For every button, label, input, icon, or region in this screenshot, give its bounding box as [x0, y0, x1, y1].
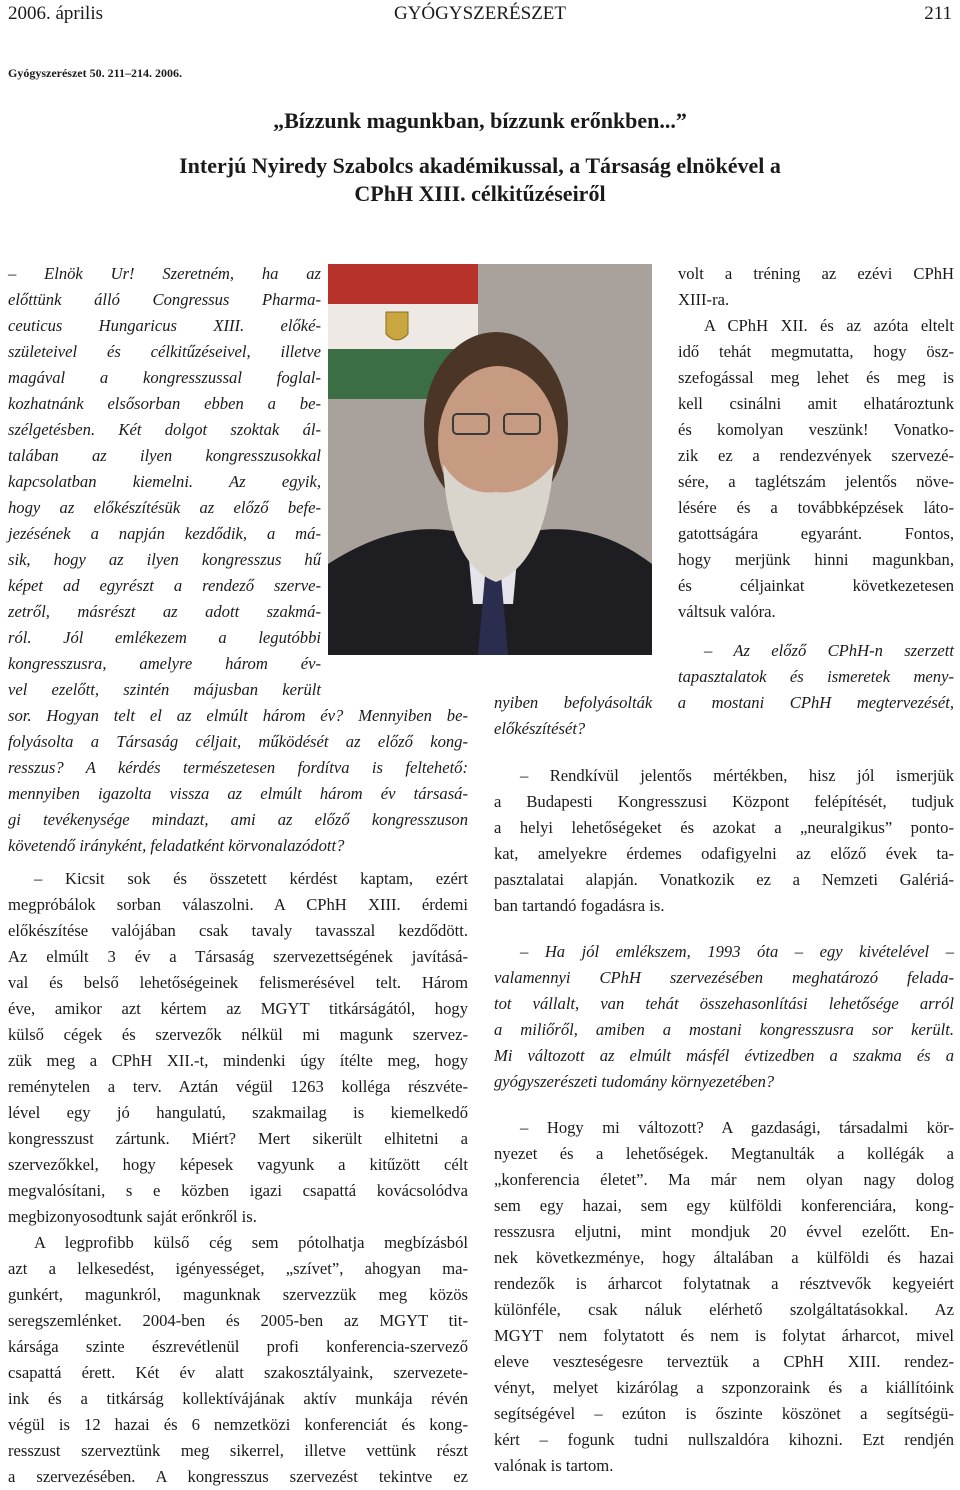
answer-3-line: resszusra eljutni, mint mondjuk 20 évvel ezelőtt. En-: [494, 1222, 954, 1241]
answer-1-line: megbizonyosodtunk saját erőnkről is.: [8, 1207, 257, 1226]
answer-1-line: XIII-ra.: [678, 290, 730, 309]
answer-1-line: sére, a taglétszám jelentős növe-: [678, 472, 954, 491]
answer-2-line: ban tartandó fogadásra is.: [494, 896, 665, 915]
question-1-line: vel ezelőtt, szintén májusban került: [8, 680, 321, 699]
answer-2: [494, 763, 954, 919]
question-1-line: resszus? A kérdés természetesen fordítva is feltehető:: [8, 758, 468, 777]
flag-red-stripe: [328, 264, 478, 304]
answer-3-line: nek következménye, hogy általában a külföldi és hazai: [494, 1248, 954, 1267]
question-1-upper: [8, 261, 321, 703]
answer-1-line: hogy merjünk hinni magunkban,: [678, 550, 954, 569]
answer-2-line: a Budapesti Kongresszusi Központ felépítését, tudjuk: [494, 792, 954, 811]
question-1-line: szélgetésben. Két dolgot szoktak ál-: [8, 420, 321, 439]
answer-1-line: seregszemlénket. 2004-ben és 2005-ben az MGYT tit-: [8, 1311, 468, 1330]
answer-1-line: reménytelen a terv. Aztán végül 1263 kolléga részvéte-: [8, 1077, 468, 1096]
question-1-line: ceuticus Hungaricus XIII. előké-: [8, 316, 321, 335]
question-1-line: követendő irányként, feladatként körvonalazódott?: [8, 836, 345, 855]
answer-2-line: a helyi lehetőségeket és azokat a „neuralgikus” ponto-: [494, 818, 954, 837]
article-subtitle-line1: Interjú Nyiredy Szabolcs akadémikussal, a Társaság elnökével a: [179, 153, 781, 178]
question-3-line: tot vállalt, van tehát összehasonlítási lehetősége arról: [494, 994, 954, 1013]
question-3-line: gyógyszerészeti tudomány környezetében?: [494, 1072, 775, 1091]
question-1-line: kongresszusra, amelyre három év-: [8, 654, 321, 673]
header-date: 2006. április: [8, 3, 103, 24]
answer-1-line: gunkért, magunkról, magunknak szervezzük meg közös: [8, 1285, 468, 1304]
question-2-line: – Az előző CPhH-n szerzett: [704, 641, 954, 660]
answer-3-line: vényt, melyet kizárólag a szponzoraink és a kiállítóink: [494, 1378, 954, 1397]
answer-1-line: előkészítése valójában csak tavaly tavasszal kezdődött.: [8, 921, 468, 940]
answer-1-line: éve, amikor azt kértem az MGYT titkárságától, hogy: [8, 999, 468, 1018]
question-2-line: előkészítését?: [494, 719, 586, 738]
answer-1-line: megpróbálok sorban válaszolni. A CPhH XIII. érdemi: [8, 895, 468, 914]
question-1-line: képet ad egyrészt a rendező szerve-: [8, 576, 321, 595]
answer-1-continued: [678, 261, 954, 625]
answer-1-line: idő tehát megmutatta, hogy ösz-: [678, 342, 954, 361]
answer-3-line: eleve veszteségesre terveztük a CPhH XIII. rendez-: [494, 1352, 954, 1371]
answer-1-line: és komolyan veszünk! Vonatko-: [678, 420, 954, 439]
question-2-lower: [494, 690, 954, 742]
portrait-illustration: [328, 264, 652, 655]
answer-1-line: Az elmúlt 3 év a Társaság szervezettségének javításá-: [8, 947, 468, 966]
answer-3-line: valónak is tartom.: [494, 1456, 614, 1475]
answer-1-line: kell csinálni amit elhatároztunk: [678, 394, 954, 413]
answer-1-line: ink és a titkárság kollektívájának aktív munkája révén: [8, 1389, 468, 1408]
citation: Gyógyszerészet 50. 211–214. 2006.: [8, 66, 182, 80]
question-1-line: gi tevékenysége mindazt, ami az előző kongresszuson: [8, 810, 468, 829]
answer-1-line: lésére és a továbbképzések láto-: [678, 498, 954, 517]
article-title: „Bízzunk magunkban, bízzunk erőnkben...”: [273, 108, 687, 133]
article-subtitle-line2: CPhH XIII. célkitűzéseiről: [354, 181, 606, 206]
answer-1-line: végül is 12 hazai és 6 nemzetközi konferenciát és kong-: [8, 1415, 468, 1434]
answer-1-line: szefogással meg lehet és meg is: [678, 368, 954, 387]
header-page-number: 211: [924, 3, 952, 24]
question-3-line: – Ha jól emlékszem, 1993 óta – egy kivételével –: [520, 942, 954, 961]
answer-3-line: nyezet és a lehetőségek. Megtanulták a kollégák a: [494, 1144, 954, 1163]
question-1-line: kapcsolatban kiemelni. Az egyik,: [8, 472, 321, 491]
answer-3-line: – Hogy mi változott? A gazdasági, társadalmi kör-: [520, 1118, 954, 1137]
header-journal: GYÓGYSZERÉSZET: [393, 3, 567, 24]
question-3: [494, 939, 954, 1095]
answer-3-line: sem egy hazai, sem egy külföldi konferenciára, kong-: [494, 1196, 954, 1215]
answer-1-line: kársága szinte észrevétlenül profi konferencia-szervező: [8, 1337, 468, 1356]
answer-1-line: és céljainkat következetesen: [678, 576, 954, 595]
answer-3-line: különféle, csak náluk elérhető szolgáltatásokkal. Az: [494, 1300, 954, 1319]
answer-1-line: külső cégek és szervezők nélkül mi magunk szervez-: [8, 1025, 468, 1044]
question-1-line: sor. Hogyan telt el az elmúlt három év? Mennyiben be-: [8, 706, 468, 725]
answer-3: [494, 1115, 954, 1479]
answer-3-line: segítségével – ezúton is őszinte köszönet a segítségü-: [494, 1404, 954, 1423]
answer-1-line: resszust szerveztünk meg sikerrel, illetve vettünk részt: [8, 1441, 468, 1460]
question-1-line: magával a kongresszussal foglal-: [8, 368, 321, 387]
question-1-line: jezésének a napján kezdődik, a má-: [8, 524, 321, 543]
question-1-lower: [8, 703, 468, 859]
question-1-line: – Elnök Ur! Szeretném, ha az: [8, 264, 321, 283]
answer-1-line: A CPhH XII. és az azóta eltelt: [704, 316, 954, 335]
answer-2-line: kat, amelyekre érdemes odafigyelni az előző évek ta-: [494, 844, 954, 863]
question-3-line: valamennyi CPhH szervezésében meghatározó felada-: [494, 968, 954, 987]
answer-1: [8, 866, 468, 1490]
answer-2-line: – Rendkívül jelentős mértékben, hisz jól ismerjük: [520, 766, 954, 785]
answer-1-line: val és belső lehetőségeinek felismerésével telt. Három: [8, 973, 468, 992]
answer-1-line: A legprofibb külső cég sem pótolhatja megbízásból: [34, 1233, 468, 1252]
answer-1-line: váltsuk valóra.: [678, 602, 776, 621]
question-1-line: sik, hogy az ilyen kongresszus hű: [8, 550, 321, 569]
question-1-line: ról. Jól emlékezem a legutóbbi: [8, 628, 321, 647]
answer-3-line: MGYT nem folytatott és nem is folytat árharcot, mivel: [494, 1326, 954, 1345]
coat-of-arms-icon: [386, 312, 408, 340]
question-3-line: a miliőről, amiben a mostani kongresszusra sor került.: [494, 1020, 954, 1039]
question-1-line: hogy az előkészítésük az előző befe-: [8, 498, 321, 517]
answer-1-line: gatottságára egyaránt. Fontos,: [678, 524, 954, 543]
answer-1-line: azt a lelkesedést, igényességet, „szívet”, ahogyan ma-: [8, 1259, 468, 1278]
answer-3-line: „konferencia életet”. Ma már nem olyan nagy dolog: [494, 1170, 954, 1189]
answer-1-line: zük meg a CPhH XII.-t, mindenki úgy ítélte meg, hogy: [8, 1051, 468, 1070]
question-1-line: előttünk álló Congressus Pharma-: [8, 290, 321, 309]
answer-3-line: rendezők is árharcot folytatnak a résztvevők kegyeiért: [494, 1274, 954, 1293]
answer-1-line: szervezőkkel, hogy képesek vagyunk a kitűzött célt: [8, 1155, 468, 1174]
answer-1-line: – Kicsit sok és összetett kérdést kaptam, ezért: [34, 869, 468, 888]
answer-1-line: kongresszust zártunk. Miért? Mert sikerült elhitetni a: [8, 1129, 468, 1148]
answer-1-line: a szervezésében. A kongresszus szervezést tekintve ez: [8, 1467, 468, 1486]
answer-1-line: megvalósítani, s e közben igazi csapattá kovácsolódva: [8, 1181, 468, 1200]
answer-1-line: zik ez a rendezvények szervezé-: [678, 446, 954, 465]
question-2-line: tapasztalatok és ismeretek meny-: [678, 667, 954, 686]
question-2-upper: [678, 638, 954, 690]
question-1-line: talában az ilyen kongresszusokkal: [8, 446, 321, 465]
question-1-line: zetről, másrészt az adott szakmá-: [8, 602, 321, 621]
answer-1-line: lével egy jó hangulatú, szakmailag is kiemelkedő: [8, 1103, 468, 1122]
answer-2-line: pasztalatai alapján. Vonatkozik ez a Nemzeti Galériá-: [494, 870, 954, 889]
portrait-photo: [328, 264, 652, 655]
question-1-line: kozhatnánk elsősorban ebben a be-: [8, 394, 321, 413]
answer-1-line: csapattá érett. Két év alatt szakosztályaink, szervezete-: [8, 1363, 468, 1382]
question-1-line: mennyiben igazolta vissza az elmúlt három év társasá-: [8, 784, 468, 803]
question-1-line: születeivel és célkitűzéseivel, illetve: [8, 342, 321, 361]
question-3-line: Mi változott az elmúlt másfél évtizedben a szakma és a: [494, 1046, 954, 1065]
answer-1-line: volt a tréning az ezévi CPhH: [678, 264, 954, 283]
question-2-line: nyiben befolyásolták a mostani CPhH megtervezését,: [494, 693, 954, 712]
answer-3-line: kért – fogunk tudni nullszaldóra kihozni. Ezt rendjén: [494, 1430, 954, 1449]
question-1-line: folyásolta a Társaság céljait, működését az előző kong-: [8, 732, 468, 751]
